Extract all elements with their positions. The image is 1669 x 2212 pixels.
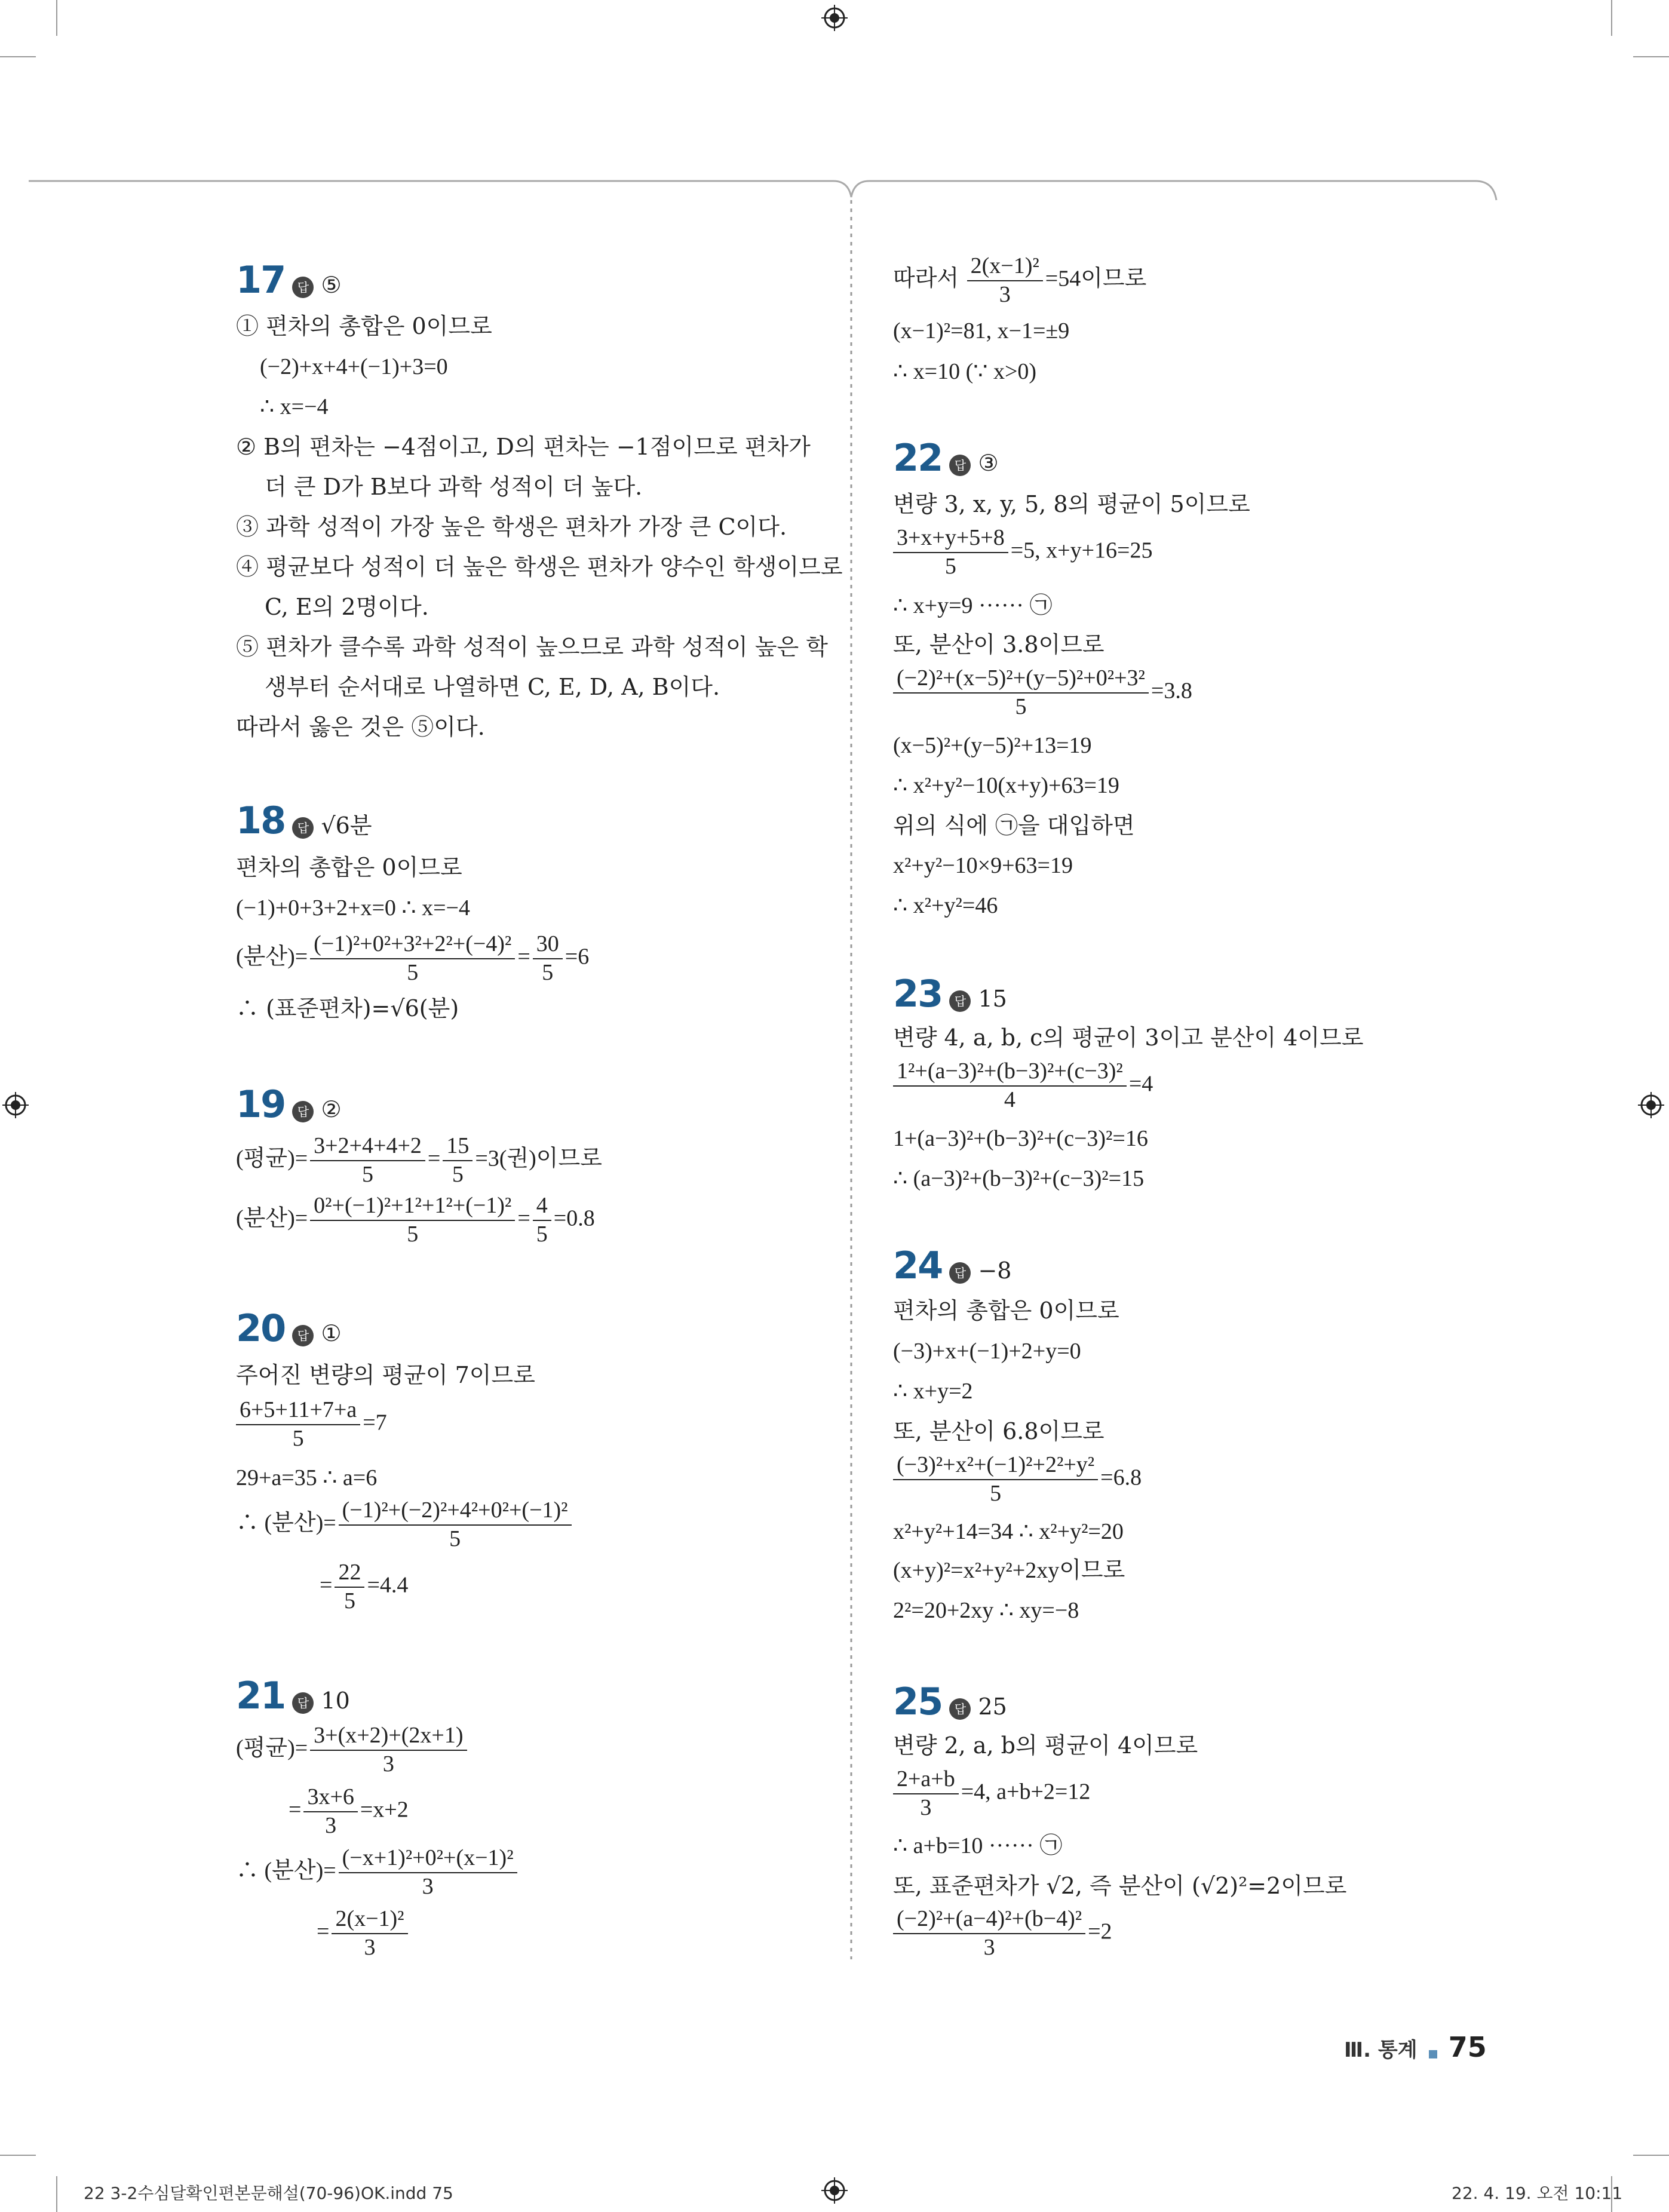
answer-value: ⑤ bbox=[321, 272, 342, 298]
problem-20-header bbox=[236, 1306, 342, 1350]
fraction bbox=[332, 1907, 407, 1961]
denominator: 5 bbox=[407, 1221, 419, 1247]
numerator: 3+x+y+5+8 bbox=[893, 526, 1008, 553]
p20-variance-result bbox=[320, 1560, 408, 1614]
text: =2 bbox=[1088, 1919, 1112, 1944]
page-footer-label bbox=[1344, 2031, 1487, 2063]
answer-badge: 답 bbox=[949, 455, 971, 476]
denominator: 5 bbox=[1015, 694, 1027, 719]
problem-25-header bbox=[893, 1680, 1007, 1723]
text: =3.8 bbox=[1150, 678, 1192, 704]
p25-line: 변량 2, a, b의 평균이 4이므로 bbox=[893, 1732, 1198, 1759]
registration-mark-bottom bbox=[821, 2177, 848, 2204]
numerator: (−1)²+(−2)²+4²+0²+(−1)² bbox=[339, 1498, 572, 1526]
numerator: 2(x−1)² bbox=[332, 1907, 407, 1934]
p22-line: ∴ x²+y²−10(x+y)+63=19 bbox=[893, 773, 1119, 798]
denominator: 4 bbox=[1004, 1087, 1015, 1112]
denominator: 3 bbox=[920, 1794, 932, 1820]
numerator: (−2)²+(x−5)²+(y−5)²+0²+3² bbox=[893, 666, 1149, 694]
numerator: 3x+6 bbox=[303, 1785, 357, 1812]
numerator: 3+2+4+4+2 bbox=[310, 1134, 425, 1161]
text: (평균)= bbox=[236, 1146, 308, 1171]
denominator: 5 bbox=[407, 959, 419, 985]
problem-number: 25 bbox=[893, 1680, 943, 1723]
print-file-name: 22 3-2수심달확인편본문해설(70-96)OK.indd 75 bbox=[84, 2183, 453, 2203]
text: =54이므로 bbox=[1045, 266, 1147, 292]
problem-24-header bbox=[893, 1244, 1012, 1287]
print-date: 22. 4. 19. 오전 10:11 bbox=[1452, 2183, 1623, 2203]
answer-badge: 답 bbox=[292, 277, 314, 298]
p24-line: (−3)+x+(−1)+2+y=0 bbox=[893, 1339, 1081, 1364]
answer-badge: 답 bbox=[292, 817, 314, 839]
answer-badge: 답 bbox=[292, 1101, 314, 1122]
text: =4.4 bbox=[367, 1572, 409, 1598]
text: =3(권)이므로 bbox=[475, 1146, 602, 1171]
p18-variance bbox=[236, 932, 589, 986]
p18-line: 편차의 총합은 0이므로 bbox=[236, 854, 462, 880]
p20-variance bbox=[236, 1498, 574, 1552]
p21c-line bbox=[893, 254, 1146, 308]
p20-line: 주어진 변량의 평균이 7이므로 bbox=[236, 1362, 535, 1388]
p22-line: ∴ x+y=9 ······ ㉠ bbox=[893, 593, 1053, 618]
fraction bbox=[339, 1846, 517, 1900]
denominator: 5 bbox=[292, 1425, 304, 1451]
p20-line: 29+a=35 ∴ a=6 bbox=[236, 1465, 378, 1490]
p17-line: ① 편차의 총합은 0이므로 bbox=[236, 313, 492, 339]
answer-badge: 답 bbox=[292, 1325, 314, 1346]
fraction bbox=[967, 254, 1043, 308]
answer-value: 15 bbox=[978, 986, 1007, 1012]
p17-line: ④ 평균보다 성적이 더 높은 학생은 편차가 양수인 학생이므로 bbox=[236, 554, 843, 580]
numerator: 6+5+11+7+a bbox=[236, 1398, 360, 1425]
p24-line: 편차의 총합은 0이므로 bbox=[893, 1297, 1119, 1324]
fraction bbox=[310, 1194, 515, 1247]
answer-badge: 답 bbox=[292, 1692, 314, 1714]
text: = bbox=[427, 1146, 441, 1171]
fraction bbox=[893, 526, 1008, 579]
numerator: 22 bbox=[335, 1560, 364, 1588]
numerator: 2(x−1)² bbox=[967, 254, 1043, 281]
problem-number: 21 bbox=[236, 1674, 286, 1717]
denominator: 5 bbox=[362, 1161, 374, 1187]
section-label: Ⅲ. 통계 bbox=[1344, 2038, 1418, 2062]
numerator: 2+a+b bbox=[893, 1767, 959, 1794]
numerator: 30 bbox=[533, 932, 563, 959]
text: =4 bbox=[1128, 1071, 1153, 1097]
p17-line: 생부터 순서대로 나열하면 C, E, D, A, B이다. bbox=[265, 674, 720, 700]
answer-value: ② bbox=[321, 1096, 342, 1122]
p25-mean bbox=[893, 1767, 1090, 1821]
p22-line: 위의 식에 ㉠을 대입하면 bbox=[893, 812, 1135, 839]
text: = bbox=[517, 1205, 530, 1231]
problem-number: 18 bbox=[236, 799, 286, 842]
fraction bbox=[893, 1767, 959, 1821]
denominator: 3 bbox=[422, 1873, 434, 1899]
p22-line: 변량 3, x, y, 5, 8의 평균이 5이므로 bbox=[893, 491, 1250, 517]
p22-line: 또, 분산이 3.8이므로 bbox=[893, 631, 1105, 658]
answer-value: 25 bbox=[978, 1693, 1007, 1720]
fraction bbox=[893, 1059, 1127, 1113]
denominator: 5 bbox=[452, 1161, 464, 1187]
text: =7 bbox=[363, 1410, 387, 1435]
problem-23-header bbox=[893, 972, 1007, 1016]
numerator: 15 bbox=[443, 1134, 473, 1161]
problem-number: 20 bbox=[236, 1306, 286, 1350]
denominator: 5 bbox=[944, 553, 956, 579]
p24-line: ∴ x+y=2 bbox=[893, 1379, 973, 1404]
registration-mark-right bbox=[1638, 1092, 1664, 1118]
problem-number: 17 bbox=[236, 258, 286, 302]
p25-line: 또, 표준편차가 √2, 즉 분산이 (√2)²=2이므로 bbox=[893, 1873, 1347, 1899]
numerator: (−x+1)²+0²+(x−1)² bbox=[339, 1846, 517, 1873]
problem-18-header bbox=[236, 799, 372, 842]
fraction bbox=[893, 1907, 1085, 1961]
p20-mean bbox=[236, 1398, 387, 1452]
p24-line: 2²=20+2xy ∴ xy=−8 bbox=[893, 1598, 1079, 1623]
denominator: 5 bbox=[542, 959, 554, 985]
fraction bbox=[533, 1194, 551, 1247]
p17-line: C, E의 2명이다. bbox=[265, 594, 429, 620]
p25-line: ∴ a+b=10 ······ ㉠ bbox=[893, 1833, 1063, 1858]
p17-line: ② B의 편차는 −4점이고, D의 편차는 −1점이므로 편차가 bbox=[236, 434, 811, 460]
numerator: (−2)²+(a−4)²+(b−4)² bbox=[893, 1907, 1085, 1934]
text: = bbox=[517, 944, 530, 970]
fraction bbox=[236, 1398, 360, 1452]
p21-mean-simplified bbox=[289, 1785, 409, 1839]
problem-17-header bbox=[236, 258, 342, 302]
numerator: (−3)²+x²+(−1)²+2²+y² bbox=[893, 1453, 1098, 1480]
problem-number: 19 bbox=[236, 1082, 286, 1126]
text: =5, x+y+16=25 bbox=[1010, 538, 1153, 563]
p17-line: ∴ x=−4 bbox=[260, 394, 329, 419]
denominator: 5 bbox=[449, 1526, 461, 1551]
problem-number: 22 bbox=[893, 436, 943, 480]
p22-line: x²+y²−10×9+63=19 bbox=[893, 853, 1073, 878]
p24-line: x²+y²+14=34 ∴ x²+y²=20 bbox=[893, 1519, 1124, 1544]
numerator: (−1)²+0²+3²+2²+(−4)² bbox=[310, 932, 515, 959]
text: = bbox=[289, 1797, 302, 1823]
answer-value: 10 bbox=[321, 1688, 350, 1714]
p22-variance bbox=[893, 666, 1192, 720]
fraction bbox=[310, 1134, 425, 1188]
denominator: 3 bbox=[983, 1934, 995, 1960]
text: = bbox=[320, 1572, 333, 1598]
text: =6.8 bbox=[1100, 1465, 1142, 1490]
p24-variance bbox=[893, 1453, 1142, 1507]
fraction bbox=[893, 666, 1149, 720]
problem-19-header bbox=[236, 1082, 342, 1126]
text: =x+2 bbox=[360, 1797, 409, 1823]
numerator: 1²+(a−3)²+(b−3)²+(c−3)² bbox=[893, 1059, 1127, 1087]
numerator: 3+(x+2)+(2x+1) bbox=[310, 1723, 467, 1751]
text: =4, a+b+2=12 bbox=[961, 1779, 1091, 1805]
page-number: 75 bbox=[1448, 2031, 1487, 2063]
answer-value: ① bbox=[321, 1320, 342, 1346]
p22-line: (x−5)²+(y−5)²+13=19 bbox=[893, 733, 1092, 758]
section-divider-square bbox=[1429, 2050, 1437, 2058]
answer-value: ③ bbox=[978, 450, 999, 476]
p17-line: (−2)+x+4+(−1)+3=0 bbox=[260, 354, 448, 379]
p17-line: ③ 과학 성적이 가장 높은 학생은 편차가 가장 큰 C이다. bbox=[236, 514, 787, 540]
fraction bbox=[310, 932, 515, 986]
text: (분산)= bbox=[236, 1205, 308, 1231]
problem-22-header bbox=[893, 436, 999, 480]
p22-line: ∴ x²+y²=46 bbox=[893, 893, 998, 918]
answer-badge: 답 bbox=[949, 1698, 971, 1720]
p21-variance-result bbox=[317, 1907, 410, 1961]
text: ∴ (분산)= bbox=[236, 1510, 336, 1536]
denominator: 5 bbox=[343, 1588, 355, 1613]
p18-line: (−1)+0+3+2+x=0 ∴ x=−4 bbox=[236, 895, 470, 921]
p21c-line: ∴ x=10 (∵ x>0) bbox=[893, 359, 1037, 384]
fraction bbox=[335, 1560, 364, 1614]
text: 따라서 bbox=[893, 266, 965, 292]
p17-line: 따라서 옳은 것은 ⑤이다. bbox=[236, 714, 485, 740]
text: (분산)= bbox=[236, 944, 308, 970]
p21c-line: (x−1)²=81, x−1=±9 bbox=[893, 318, 1070, 343]
denominator: 3 bbox=[999, 281, 1011, 307]
p18-line: ∴ (표준편차)=√6(분) bbox=[236, 995, 459, 1021]
text: =6 bbox=[564, 944, 590, 970]
answer-badge: 답 bbox=[949, 1262, 971, 1284]
fraction bbox=[339, 1498, 572, 1552]
numerator: 0²+(−1)²+1²+1²+(−1)² bbox=[310, 1194, 515, 1221]
p23-variance bbox=[893, 1059, 1153, 1113]
p21-mean bbox=[236, 1723, 470, 1777]
p17-line: 더 큰 D가 B보다 과학 성적이 더 높다. bbox=[265, 474, 643, 500]
p24-line: (x+y)²=x²+y²+2xy이므로 bbox=[893, 1558, 1125, 1583]
fraction bbox=[893, 1453, 1098, 1507]
p22-mean bbox=[893, 526, 1152, 579]
p17-line: ⑤ 편차가 클수록 과학 성적이 높으므로 과학 성적이 높은 학 bbox=[236, 634, 828, 660]
text: (평균)= bbox=[236, 1735, 308, 1761]
denominator: 5 bbox=[990, 1480, 1002, 1506]
problem-21-header bbox=[236, 1674, 350, 1717]
answer-value: √6분 bbox=[321, 812, 372, 839]
denominator: 3 bbox=[364, 1934, 376, 1960]
p19-mean bbox=[236, 1134, 602, 1188]
p23-line: 1+(a−3)²+(b−3)²+(c−3)²=16 bbox=[893, 1126, 1148, 1151]
problem-number: 24 bbox=[893, 1244, 943, 1287]
registration-mark-left bbox=[2, 1092, 29, 1118]
text: = bbox=[317, 1919, 330, 1944]
text: =0.8 bbox=[553, 1205, 595, 1231]
p24-line: 또, 분산이 6.8이므로 bbox=[893, 1418, 1105, 1444]
p23-line: 변량 4, a, b, c의 평균이 3이고 분산이 4이므로 bbox=[893, 1024, 1364, 1051]
registration-mark-top bbox=[821, 5, 848, 31]
fraction bbox=[303, 1785, 357, 1839]
p21-variance bbox=[236, 1846, 520, 1900]
answer-value: −8 bbox=[978, 1257, 1012, 1284]
numerator: 4 bbox=[533, 1194, 551, 1221]
p23-line: ∴ (a−3)²+(b−3)²+(c−3)²=15 bbox=[893, 1166, 1145, 1191]
fraction bbox=[310, 1723, 467, 1777]
fraction bbox=[443, 1134, 473, 1188]
text: ∴ (분산)= bbox=[236, 1858, 336, 1883]
denominator: 3 bbox=[382, 1751, 394, 1777]
p25-variance bbox=[893, 1907, 1112, 1961]
answer-badge: 답 bbox=[949, 990, 971, 1012]
denominator: 3 bbox=[325, 1812, 337, 1838]
problem-number: 23 bbox=[893, 972, 943, 1016]
denominator: 5 bbox=[536, 1221, 548, 1247]
fraction bbox=[533, 932, 563, 986]
p19-variance bbox=[236, 1194, 595, 1247]
